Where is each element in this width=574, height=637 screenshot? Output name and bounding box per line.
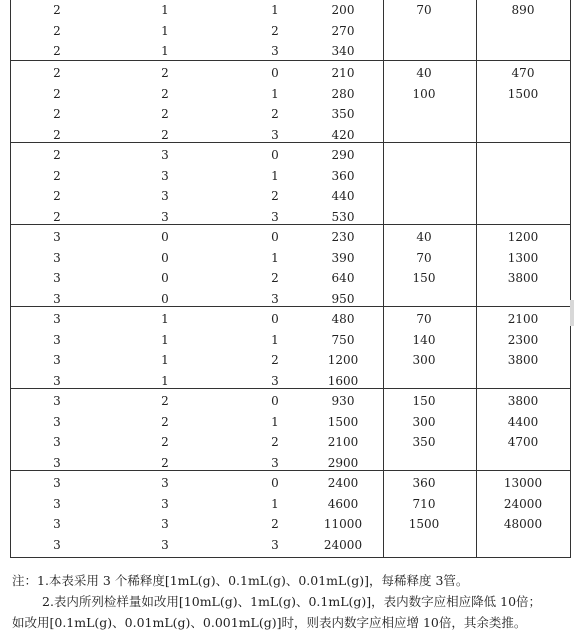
table-cell-low: 70 — [416, 312, 432, 326]
group-separator — [11, 388, 570, 389]
table-cell-low: 1500 — [408, 517, 440, 531]
table-cell-a: 3 — [53, 537, 61, 552]
table-row — [11, 41, 570, 61]
table-cell-b: 3 — [161, 209, 169, 224]
table-cell-mpn: 480 — [331, 312, 355, 326]
table-cell-a: 2 — [53, 3, 61, 17]
table-row — [11, 514, 570, 534]
table-cell-a: 2 — [53, 107, 61, 121]
table-cell-mpn: 1200 — [327, 353, 359, 367]
table-cell-c: 3 — [271, 373, 279, 388]
table-cell-mpn: 4600 — [327, 496, 359, 511]
table-cell-mpn: 440 — [331, 189, 355, 203]
group-separator — [11, 224, 570, 225]
table-cell-b: 3 — [161, 189, 169, 203]
table-cell-low: 350 — [412, 435, 436, 449]
table-cell-c: 2 — [271, 517, 279, 531]
table-row — [11, 309, 570, 329]
table-row — [11, 432, 570, 452]
table-cell-mpn: 350 — [331, 107, 355, 121]
table-cell-a: 2 — [53, 209, 61, 224]
table-cell-c: 1 — [271, 3, 279, 17]
table-cell-c: 0 — [271, 476, 279, 490]
table-row — [11, 473, 570, 493]
table-cell-c: 0 — [271, 66, 279, 80]
table-cell-high: 3800 — [507, 271, 539, 285]
table-cell-b: 2 — [161, 394, 169, 408]
table-cell-a: 2 — [53, 148, 61, 162]
table-cell-b: 1 — [161, 3, 169, 17]
group-separator — [11, 306, 570, 307]
table-cell-low: 150 — [412, 271, 436, 285]
table-notes — [12, 570, 568, 633]
table-cell-mpn: 390 — [331, 250, 355, 265]
table-cell-b: 1 — [161, 353, 169, 367]
table-cell-a: 3 — [53, 435, 61, 449]
table-cell-b: 2 — [161, 414, 169, 429]
table-cell-high: 2300 — [507, 332, 539, 347]
table-cell-mpn: 640 — [331, 271, 355, 285]
table-cell-low: 70 — [416, 250, 432, 265]
table-cell-b: 2 — [161, 107, 169, 121]
table-row — [11, 186, 570, 206]
table-cell-b: 3 — [161, 537, 169, 552]
table-cell-a: 3 — [53, 455, 61, 470]
table-cell-c: 3 — [271, 127, 279, 142]
table-cell-a: 3 — [53, 517, 61, 531]
table-row — [11, 330, 570, 350]
table-cell-a: 3 — [53, 291, 61, 306]
table-cell-mpn: 420 — [331, 127, 355, 142]
table-cell-b: 3 — [161, 476, 169, 490]
table-cell-b: 2 — [161, 127, 169, 142]
table-cell-low: 360 — [412, 476, 436, 490]
table-cell-high: 470 — [511, 66, 535, 80]
group-separator — [11, 60, 570, 61]
table-row — [11, 63, 570, 83]
table-cell-b: 3 — [161, 496, 169, 511]
table-cell-a: 3 — [53, 394, 61, 408]
table-row — [11, 0, 570, 20]
table-cell-mpn: 1500 — [327, 414, 359, 429]
table-cell-a: 2 — [53, 66, 61, 80]
table-cell-c: 2 — [271, 23, 279, 38]
table-cell-mpn: 750 — [331, 332, 355, 347]
table-cell-a: 3 — [53, 332, 61, 347]
table-cell-b: 1 — [161, 332, 169, 347]
table-cell-c: 1 — [271, 496, 279, 511]
table-cell-c: 0 — [271, 148, 279, 162]
note-line: 如改用[0.1mL(g)、0.01mL(g)、0.001mL(g)]时，则表内数字应相应增 10倍，其余类推。 — [12, 615, 527, 630]
table-cell-low: 300 — [412, 414, 436, 429]
table-cell-mpn: 2100 — [327, 435, 359, 449]
table-cell-a: 2 — [53, 23, 61, 38]
table-cell-low: 100 — [412, 86, 436, 101]
note-line: 2.表内所列检样量如改用[10mL(g)、1mL(g)、0.1mL(g)]，表内数字应相应降低 10倍； — [42, 594, 542, 609]
table-row — [11, 248, 570, 268]
table-cell-a: 3 — [53, 414, 61, 429]
table-cell-high: 4400 — [507, 414, 539, 429]
table-cell-b: 1 — [161, 312, 169, 326]
table-cell-c: 0 — [271, 230, 279, 244]
table-cell-a: 3 — [53, 496, 61, 511]
table-cell-mpn: 200 — [331, 3, 355, 17]
table-cell-low: 140 — [412, 332, 436, 347]
table-row — [11, 268, 570, 288]
table-cell-high: 3800 — [507, 394, 539, 408]
table-cell-mpn: 270 — [331, 23, 355, 38]
table-row — [11, 104, 570, 124]
table-cell-a: 3 — [53, 312, 61, 326]
table-cell-mpn: 2900 — [327, 455, 359, 470]
table-cell-c: 2 — [271, 271, 279, 285]
table-cell-a: 2 — [53, 44, 61, 58]
table-cell-a: 3 — [53, 373, 61, 388]
group-separator — [11, 470, 570, 471]
table-cell-mpn: 530 — [331, 209, 355, 224]
table-cell-a: 2 — [53, 189, 61, 203]
table-row — [11, 21, 570, 41]
table-cell-b: 1 — [161, 23, 169, 38]
scrollbar-thumb[interactable] — [570, 300, 574, 326]
table-cell-mpn: 280 — [331, 86, 355, 101]
table-cell-b: 2 — [161, 66, 169, 80]
table-cell-low: 40 — [416, 66, 432, 80]
table-row — [11, 227, 570, 247]
table-row — [11, 84, 570, 104]
table-cell-a: 3 — [53, 250, 61, 265]
table-row — [11, 350, 570, 370]
table-row — [11, 391, 570, 411]
table-cell-b: 3 — [161, 168, 169, 183]
table-cell-high: 4700 — [507, 435, 539, 449]
table-cell-mpn: 2400 — [327, 476, 359, 490]
table-cell-high: 48000 — [503, 517, 543, 531]
table-cell-mpn: 1600 — [327, 373, 359, 388]
table-cell-high: 24000 — [503, 496, 543, 511]
table-cell-b: 0 — [161, 230, 169, 244]
table-cell-mpn: 230 — [331, 230, 355, 244]
table-cell-b: 1 — [161, 44, 169, 58]
table-cell-a: 2 — [53, 168, 61, 183]
table-cell-c: 2 — [271, 189, 279, 203]
table-cell-c: 3 — [271, 44, 279, 58]
table-cell-high: 1500 — [507, 86, 539, 101]
table-cell-mpn: 930 — [331, 394, 355, 408]
table-cell-c: 2 — [271, 107, 279, 121]
table-cell-mpn: 290 — [331, 148, 355, 162]
table-cell-low: 40 — [416, 230, 432, 244]
table-cell-b: 2 — [161, 435, 169, 449]
table-cell-low: 710 — [412, 496, 436, 511]
table-cell-c: 3 — [271, 291, 279, 306]
table-cell-mpn: 210 — [331, 66, 355, 80]
table-cell-a: 3 — [53, 476, 61, 490]
table-row — [11, 166, 570, 186]
table-cell-low: 300 — [412, 353, 436, 367]
table-cell-c: 1 — [271, 168, 279, 183]
table-cell-c: 3 — [271, 537, 279, 552]
table-cell-high: 890 — [511, 3, 535, 17]
table-row — [11, 494, 570, 514]
table-cell-a: 2 — [53, 127, 61, 142]
table-cell-mpn: 24000 — [323, 537, 363, 552]
group-separator — [11, 142, 570, 143]
note-line: 注：1.本表采用 3 个稀释度[1mL(g)、0.1mL(g)、0.01mL(g)]，每稀释度 3管。 — [12, 573, 469, 588]
table-cell-b: 3 — [161, 517, 169, 531]
table-cell-mpn: 950 — [331, 291, 355, 306]
table-cell-mpn: 360 — [331, 168, 355, 183]
table-cell-a: 3 — [53, 230, 61, 244]
table-cell-c: 2 — [271, 435, 279, 449]
table-row — [11, 535, 570, 555]
table-cell-high: 1300 — [507, 250, 539, 265]
table-cell-mpn: 340 — [331, 44, 355, 58]
table-cell-b: 0 — [161, 291, 169, 306]
table-cell-a: 3 — [53, 353, 61, 367]
table-cell-c: 1 — [271, 332, 279, 347]
table-cell-a: 2 — [53, 86, 61, 101]
table-cell-b: 3 — [161, 148, 169, 162]
table-row — [11, 412, 570, 432]
mpn-table — [10, 0, 571, 558]
table-cell-high: 2100 — [507, 312, 539, 326]
table-cell-high: 13000 — [503, 476, 543, 490]
table-cell-b: 2 — [161, 86, 169, 101]
table-cell-mpn: 11000 — [323, 517, 363, 531]
table-cell-c: 3 — [271, 209, 279, 224]
table-cell-b: 2 — [161, 455, 169, 470]
table-cell-a: 3 — [53, 271, 61, 285]
table-cell-low: 70 — [416, 3, 432, 17]
table-cell-c: 1 — [271, 250, 279, 265]
table-cell-low: 150 — [412, 394, 436, 408]
table-cell-c: 2 — [271, 353, 279, 367]
table-cell-c: 0 — [271, 394, 279, 408]
table-row — [11, 145, 570, 165]
table-cell-c: 3 — [271, 455, 279, 470]
table-cell-c: 1 — [271, 86, 279, 101]
table-cell-b: 1 — [161, 373, 169, 388]
table-cell-b: 0 — [161, 250, 169, 265]
table-cell-c: 0 — [271, 312, 279, 326]
table-cell-c: 1 — [271, 414, 279, 429]
table-cell-high: 1200 — [507, 230, 539, 244]
table-cell-b: 0 — [161, 271, 169, 285]
table-cell-high: 3800 — [507, 353, 539, 367]
